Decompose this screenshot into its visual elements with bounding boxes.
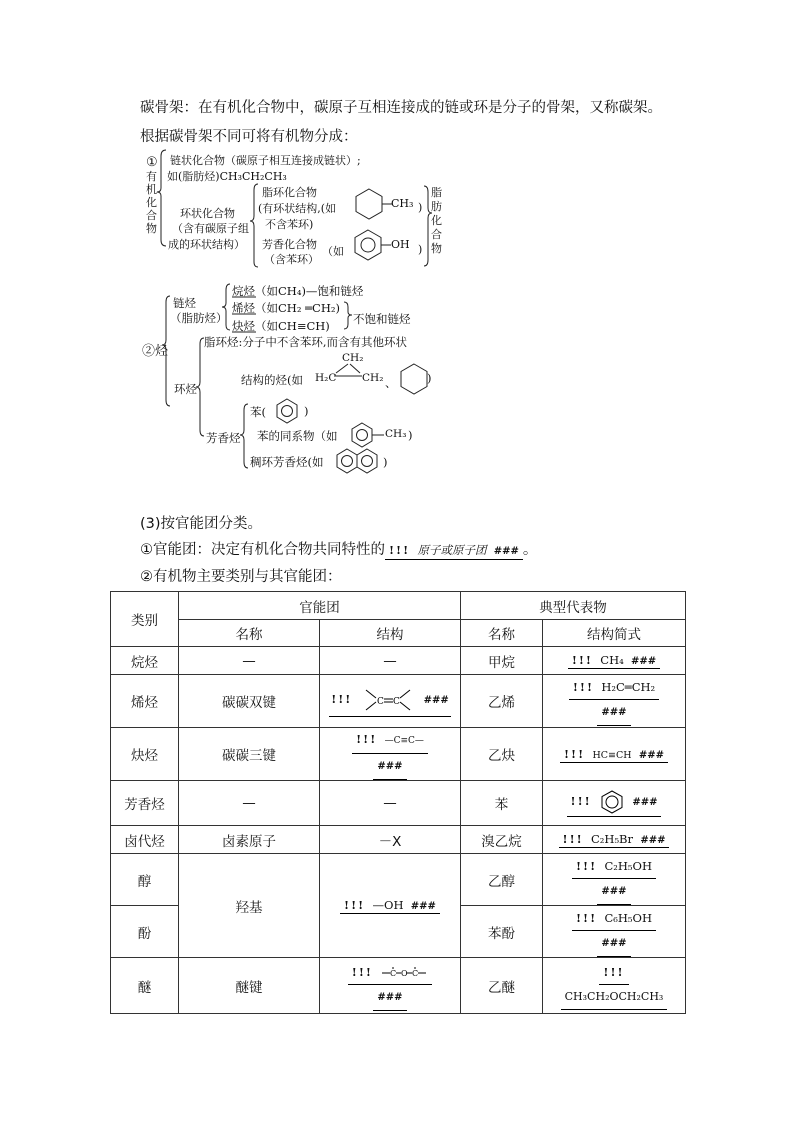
unsaturated-brace: [344, 302, 352, 329]
alicyclic-note-1: (有环状结构,(如: [258, 202, 337, 215]
header-category: 类别: [111, 592, 179, 647]
unsaturated-label: 不饱和链烃: [353, 312, 411, 326]
toluene-methyl: CH₃: [385, 428, 407, 440]
benzene-ring-circle: [282, 406, 293, 417]
aromatic-hydrocarbon: 芳香烃: [206, 431, 241, 445]
answer-cell: !!! CH₃CH₂OCH₂CH₃: [543, 958, 686, 1014]
svg-text:C: C: [377, 697, 384, 707]
naphthalene-icon-left: [337, 449, 357, 473]
cyclopropane-right-bond: [350, 364, 360, 373]
table-row: 醚 醚键 !!! C O C ### 乙醚 !!! CH₃CH₂OCH₂CH₃: [111, 958, 686, 1014]
functional-group-table: [110, 591, 686, 1014]
aromatic-brace: [240, 404, 248, 468]
naphthalene-ring-circle-left: [342, 456, 353, 467]
benzene-rparen: ): [304, 404, 309, 418]
alkane-line: 烷烃（如CH₄)—饱和链烃: [232, 284, 364, 298]
answer-cell: !!! ###: [543, 781, 686, 826]
aromatic-rparen: ): [418, 243, 423, 256]
section-3-title: (3)按官能团分类。: [140, 516, 263, 532]
cyclopropane-left: H₂C: [315, 372, 337, 384]
answer-cell: !!! C C ###: [320, 675, 461, 728]
alicyclic-hydrocarbon-1: 脂环烃:分子中不含苯环,而含有其他环状: [204, 335, 408, 349]
answer-cell: !!! C O C ###: [320, 958, 461, 1014]
svg-text:C: C: [412, 968, 419, 978]
table-row: 烷烃 — — 甲烷 !!! CH₄ ###: [111, 647, 686, 675]
table-row: 烯烃 碳碳双键 !!! C C ### 乙烯 !!! H₂C═CH₂ ###: [111, 675, 686, 728]
header-fg-structure: 结构: [320, 620, 461, 647]
aliphatic-compound-label: 脂 肪 化 合 物: [431, 186, 442, 255]
aromatic-note: （含苯环）: [264, 253, 319, 266]
alicyclic-note-2: 不含苯环): [265, 218, 314, 231]
chain-brace: [222, 284, 230, 330]
benzene-line: 苯(: [250, 405, 266, 419]
diagram2-comma: 、: [385, 376, 397, 390]
answer-cell: !!! H₂C═CH₂ ###: [543, 675, 686, 728]
benzene-icon: [277, 399, 297, 423]
header-rep-name: 名称: [461, 620, 543, 647]
naphthalene-ring-circle-right: [362, 456, 373, 467]
cyclohexane-rparen: ): [427, 371, 432, 385]
toluene-ring-circle: [357, 430, 368, 441]
cyclopropane-top: CH₂: [342, 352, 364, 364]
diagram1-number: ①: [146, 155, 158, 170]
intro-line-1: 碳骨架：在有机化合物中，碳原子互相连接成的链或环是分子的骨架，又称碳架。: [140, 100, 662, 116]
intro-line-2: 根据碳骨架不同可将有机物分成：: [140, 129, 358, 145]
answer-cell: !!! —C≡C— ###: [320, 728, 461, 781]
benzene-homolog-line: 苯的同系物（如: [257, 429, 338, 443]
answer-cell: !!! HC≡CH ###: [543, 728, 686, 781]
ring-brace-1: [250, 184, 258, 267]
aromatic-compound: 芳香化合物: [262, 238, 317, 251]
header-representative: 典型代表物: [461, 592, 686, 620]
svg-text:C: C: [390, 968, 397, 978]
chain-hydrocarbon: 链烃: [173, 296, 196, 310]
ring-hydrocarbon: 环烃: [174, 382, 197, 396]
answer-cell: !!! CH₄ ###: [543, 647, 686, 675]
chain-compound-title: 链状化合物（碳原子相互连接成链状）;: [170, 154, 361, 167]
answer-cell: !!! C₆H₅OH ###: [543, 906, 686, 958]
cyclopropane-left-bond: [336, 364, 348, 373]
ring-compound-title: 环状化合物: [180, 207, 235, 220]
chain-hydrocarbon-note: （脂肪烃）: [170, 311, 228, 325]
alkene-line: 烯烃（如CH₂ ═CH₂): [232, 301, 340, 315]
answer-cell: !!! C₂H₅Br ###: [543, 826, 686, 854]
ring-compound-note-1: （含有碳原子组: [172, 222, 249, 235]
functional-group-definition: ①官能团：决定有机化合物共同特性的 !!! 原子或原子团 ### 。: [140, 542, 538, 558]
diagram1-root-label: 有 机 化 合 物: [146, 170, 157, 235]
ring-compound-note-2: 成的环状结构）: [168, 238, 245, 251]
table-row: 醇 羟基 !!! —OH ### 乙醇 !!! C₂H₅OH ###: [111, 854, 686, 906]
toluene-icon: [352, 423, 372, 447]
toluene-rparen: ): [408, 428, 413, 442]
aliphatic-brace: [424, 186, 432, 266]
ring-brace-2: [196, 338, 204, 436]
table-row: 卤代烃 卤素原子 －X 溴乙烷 !!! C₂H₅Br ###: [111, 826, 686, 854]
ether-bond-structure-icon: [380, 965, 428, 981]
svg-text:C: C: [393, 697, 400, 707]
category-list-title: ②有机物主要类别与其官能团：: [140, 569, 342, 585]
hydroxyl-label: OH: [391, 238, 410, 251]
cyclopropane-right: CH₂: [362, 372, 384, 384]
hydrocarbon-root: ②烃: [142, 344, 169, 359]
header-rep-formula: 结构简式: [543, 620, 686, 647]
benzene-formula-icon: [599, 789, 625, 815]
alicyclic-compound: 脂环化合物: [262, 186, 317, 199]
methyl-label: CH₃: [391, 197, 414, 210]
alicyclic-hydrocarbon-2: 结构的烃(如: [241, 373, 303, 387]
table-row: 酚 苯酚 !!! C₆H₅OH ###: [111, 906, 686, 958]
cyclohexane-icon: [356, 189, 382, 219]
table-row: 炔烃 碳碳三键 !!! —C≡C— ### 乙炔 !!! HC≡CH ###: [111, 728, 686, 781]
answer-cell: !!! C₂H₅OH ###: [543, 854, 686, 906]
alkyne-line: 炔烃（如CH≡CH): [232, 319, 330, 333]
double-bond-structure-icon: [356, 685, 420, 715]
cyclohexane-icon-2: [401, 364, 427, 394]
phenol-benzene-icon: [355, 230, 381, 260]
naphthalene-rparen: ): [383, 455, 388, 469]
aromatic-ru: （如: [322, 245, 344, 258]
hydrocarbon-brace: [162, 296, 170, 406]
naphthalene-icon-right: [357, 449, 377, 473]
header-fg-name: 名称: [179, 620, 320, 647]
chain-compound-example: 如(脂肪烃)CH₃CH₂CH₃: [167, 170, 287, 183]
answer-cell: !!! —OH ###: [320, 854, 461, 958]
svg-text:O: O: [401, 968, 408, 978]
header-functional-group: 官能团: [179, 592, 461, 620]
table-row: 芳香烃 — — 苯 !!! ###: [111, 781, 686, 826]
phenol-ring-circle: [361, 238, 375, 252]
alicyclic-rparen: ): [418, 201, 423, 214]
root-brace-1: [157, 150, 166, 246]
fused-aromatic-line: 稠环芳香烃(如: [250, 455, 324, 469]
